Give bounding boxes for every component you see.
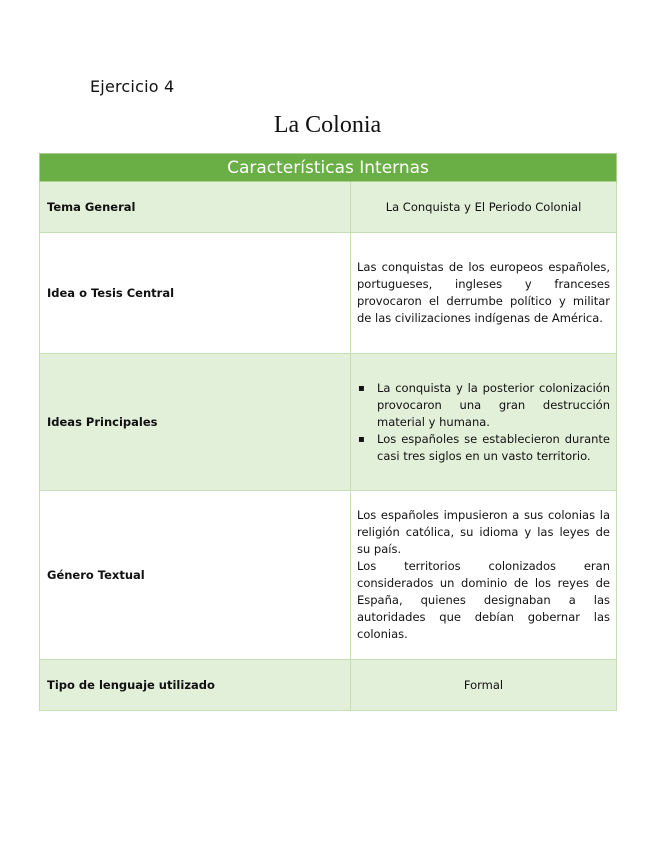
- table-row: [40, 354, 617, 491]
- row-label-idea-central: Idea o Tesis Central: [40, 233, 351, 354]
- row-label-tipo-lenguaje: Tipo de lenguaje utilizado: [40, 660, 351, 711]
- row-value-tipo-lenguaje: Formal: [351, 660, 617, 711]
- document-title: La Colonia: [273, 112, 382, 138]
- row-value-tema-general: La Conquista y El Periodo Colonial: [351, 182, 617, 233]
- row-label-genero-textual: Género Textual: [40, 491, 351, 660]
- table-row: [40, 491, 617, 660]
- table-row: [40, 660, 617, 711]
- exercise-label: Ejercicio 4: [90, 77, 175, 96]
- table-row: [40, 233, 617, 354]
- row-value-ideas-principales: [351, 354, 617, 491]
- row-value-genero-textual: [351, 491, 617, 660]
- row-value-idea-central: Las conquistas de los europeos españoles, portugueses, ingleses y franceses provocaron el derrumbe político y militar de las civilizaciones indígenas de América.: [351, 233, 617, 354]
- paragraph: Los españoles impusieron a sus colonias la religión católica, su idioma y las leyes de su país.: [357, 508, 610, 556]
- row-label-tema-general: Tema General: [40, 182, 351, 233]
- ideas-list: [357, 380, 610, 465]
- list-item: ▪ La conquista y la posterior colonización provocaron una gran destrucción material y humana.: [377, 380, 610, 431]
- row-label-ideas-principales: Ideas Principales: [40, 354, 351, 491]
- table-header: Características Internas: [40, 154, 617, 182]
- list-item: ▪ Los españoles se establecieron durante casi tres siglos en un vasto territorio.: [377, 431, 610, 465]
- table-row: [40, 182, 617, 233]
- characteristics-table: [39, 153, 617, 711]
- paragraph: Los territorios colonizados eran considerados un dominio de los reyes de España, quienes designaban a las autoridades que debían gobernar las colonias.: [357, 559, 610, 641]
